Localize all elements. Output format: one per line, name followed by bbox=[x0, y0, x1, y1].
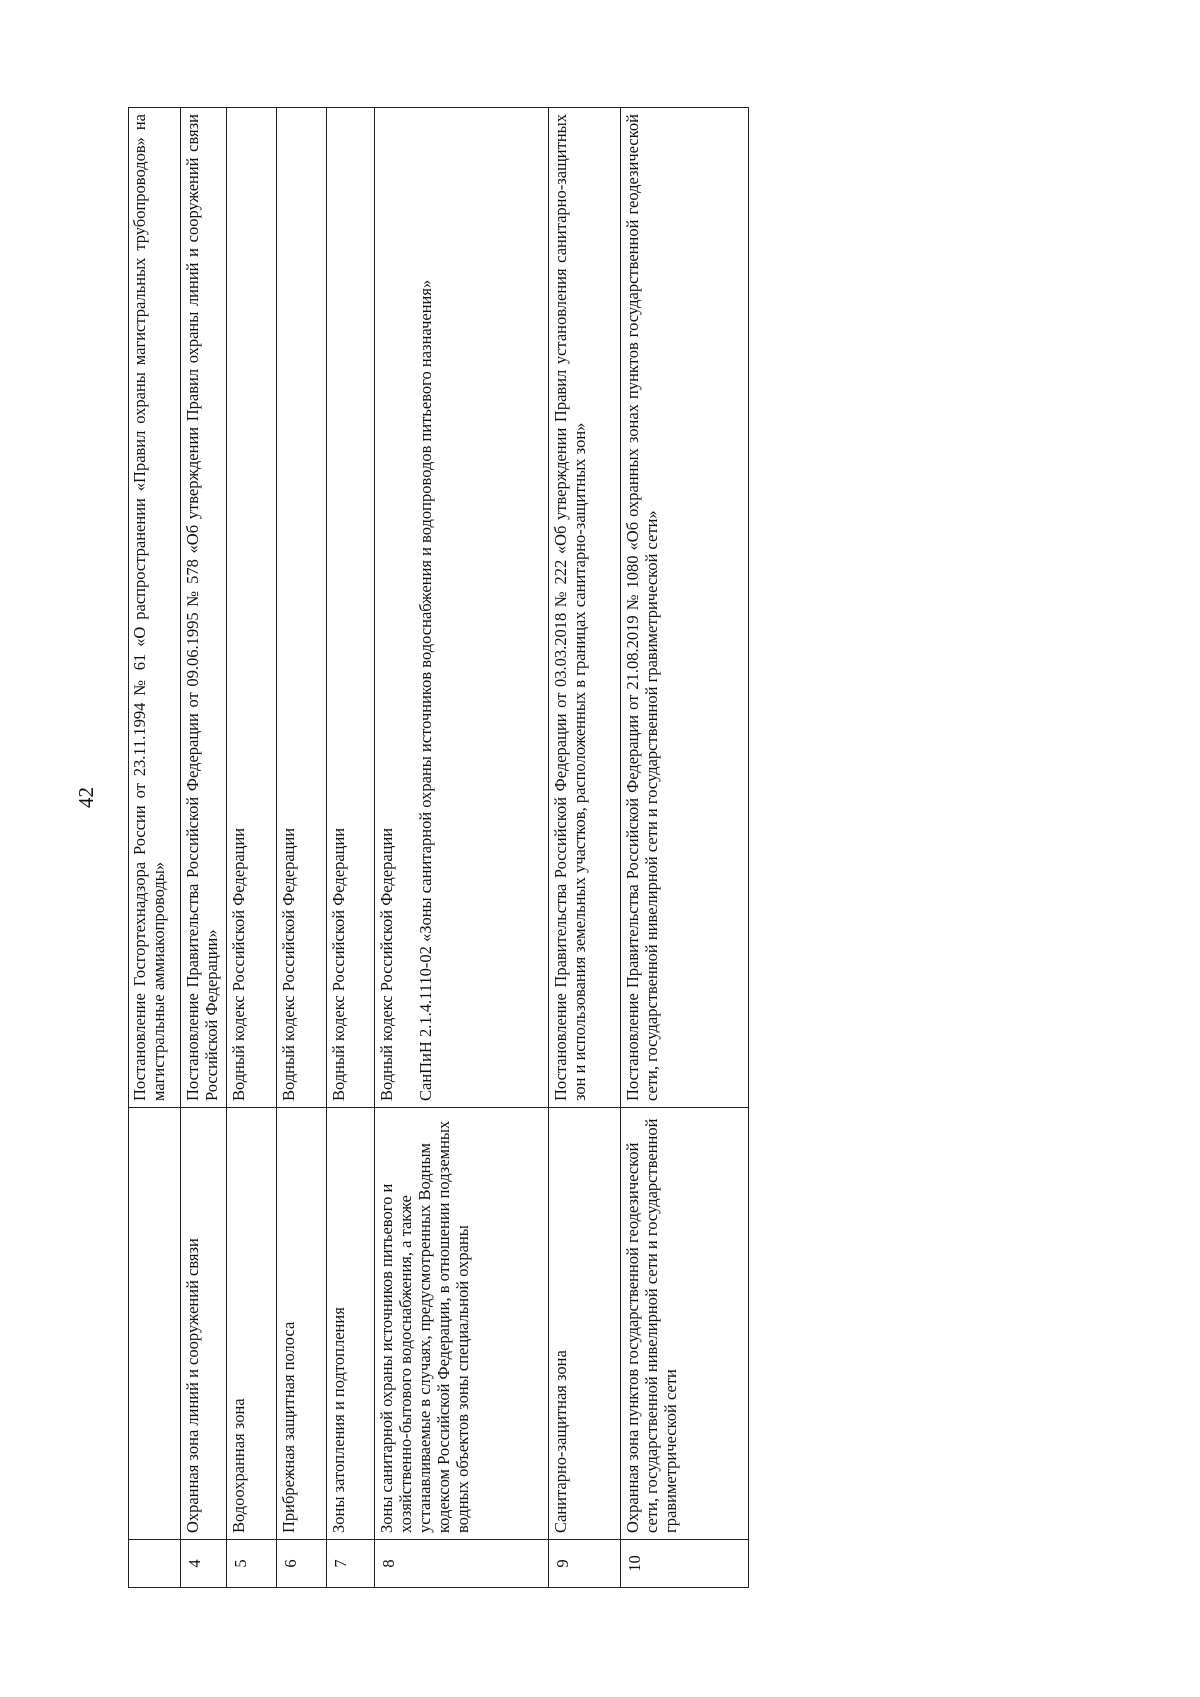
row-number: 5 bbox=[227, 1540, 277, 1588]
zones-table bbox=[128, 107, 749, 1588]
legal-basis-item: СанПиН 2.1.4.1110-02 «Зоны санитарной охраны источников водоснабжения и водопроводов питьевого назначения» bbox=[416, 279, 435, 1101]
legal-basis-item: Водный кодекс Российской Федерации bbox=[377, 827, 396, 1101]
table-row bbox=[327, 108, 375, 1588]
zone-name: Зоны затопления и подтопления bbox=[327, 1108, 375, 1540]
row-number: 7 bbox=[327, 1540, 375, 1588]
zone-name: Охранная зона пунктов государственной геодезической сети, государственной нивелирной сети и государственной гравиметрической сети bbox=[621, 1108, 749, 1540]
legal-basis bbox=[375, 108, 549, 1108]
zone-name: Зоны санитарной охраны источников питьевого и хозяйственно-бытового водоснабжения, а также устанавливаемые в случаях, предусмотренных Водным кодексом Российской Федерации, в отношении подземных водных объектов зоны специальной охраны bbox=[375, 1108, 549, 1540]
row-number: 9 bbox=[549, 1540, 621, 1588]
zone-name: Прибрежная защитная полоса bbox=[277, 1108, 327, 1540]
legal-basis: Постановление Правительства Российской Федерации от 09.06.1995 № 578 «Об утверждении Правил охраны линий и сооружений связи Российской Федерации» bbox=[181, 108, 227, 1108]
zone-name: Санитарно-защитная зона bbox=[549, 1108, 621, 1540]
legal-basis: Постановление Правительства Российской Федерации от 03.03.2018 № 222 «Об утверждении Правил установления санитарно-защитных зон и использования земельных участков, расположенных в границах санитарно-защитных зон» bbox=[549, 108, 621, 1108]
table-row bbox=[277, 108, 327, 1588]
legal-basis: Водный кодекс Российской Федерации bbox=[327, 108, 375, 1108]
table-row bbox=[549, 108, 621, 1588]
row-number bbox=[129, 1540, 181, 1588]
legal-basis: Постановление Правительства Российской Федерации от 21.08.2019 № 1080 «Об охранных зонах пунктов государственной геодезической сети, государственной нивелирной сети и государственной гравиметрической сети» bbox=[621, 108, 749, 1108]
table-row bbox=[375, 108, 549, 1588]
table-row bbox=[621, 108, 749, 1588]
legal-basis: Водный кодекс Российской Федерации bbox=[227, 108, 277, 1108]
table-row bbox=[129, 108, 181, 1588]
zone-name: Охранная зона линий и сооружений связи bbox=[181, 1108, 227, 1540]
table-row bbox=[227, 108, 277, 1588]
row-number: 8 bbox=[375, 1540, 549, 1588]
page-number: 42 bbox=[74, 787, 98, 808]
row-number: 6 bbox=[277, 1540, 327, 1588]
legal-basis: Водный кодекс Российской Федерации bbox=[277, 108, 327, 1108]
spacer bbox=[396, 114, 416, 1101]
zone-name: Водоохранная зона bbox=[227, 1108, 277, 1540]
row-number: 4 bbox=[181, 1540, 227, 1588]
row-number: 10 bbox=[621, 1540, 749, 1588]
legal-basis: Постановление Госгортехнадзора России от 23.11.1994 № 61 «О распространении «Правил охраны магистральных трубопроводов» на магистральные аммиакопроводы» bbox=[129, 108, 181, 1108]
zone-name bbox=[129, 1108, 181, 1540]
rotated-table-container bbox=[128, 108, 748, 1588]
table-row bbox=[181, 108, 227, 1588]
